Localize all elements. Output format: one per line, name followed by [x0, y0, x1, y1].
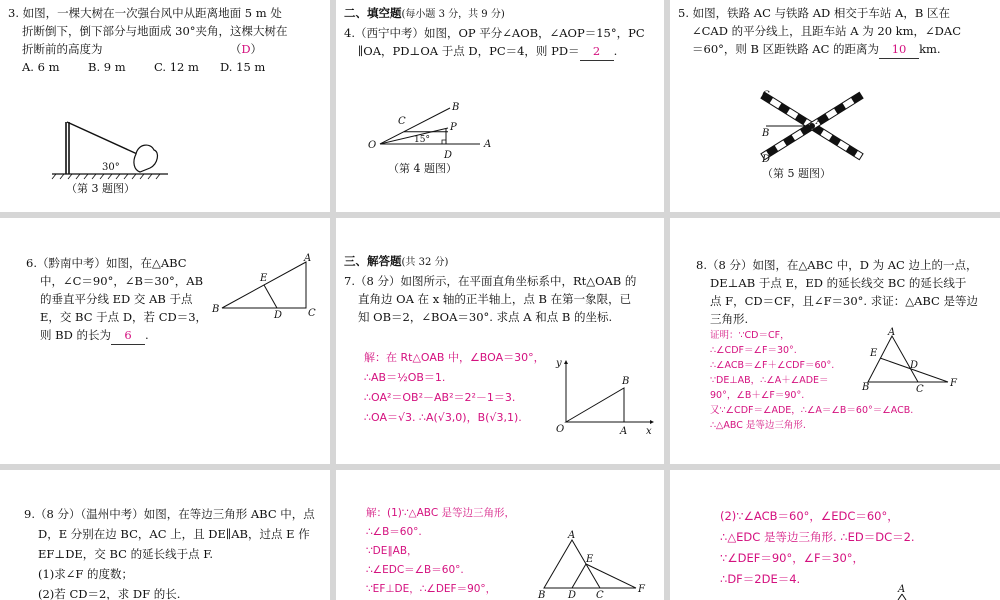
- question-8-panel: [670, 218, 1000, 464]
- q9-triangle-figure: [536, 530, 656, 600]
- q7-section-title: 三、解答题: [344, 254, 402, 268]
- q4-label-a: A: [484, 139, 492, 150]
- q7-label-x: x: [646, 426, 652, 437]
- q3-line3: [8, 40, 322, 58]
- q9-label-c: C: [596, 590, 604, 600]
- q8-label-c: C: [916, 384, 924, 395]
- q3-options: [8, 58, 322, 76]
- q4-line2-end: .: [613, 44, 618, 58]
- question-6-panel: [0, 218, 330, 464]
- q4-caption: （第 4 题图）: [388, 162, 457, 175]
- q5-line3: [678, 40, 992, 59]
- question-5-panel: [670, 0, 1000, 212]
- q4-angle-label: 15°: [414, 135, 430, 145]
- q5-line3-end: km.: [919, 42, 941, 56]
- q6-answer: 6: [111, 326, 145, 345]
- q6-label-e: E: [260, 273, 268, 284]
- q3-option-b: B. 9 m: [88, 60, 126, 74]
- q6-line5: [8, 326, 322, 345]
- q8-line1: 8.（8 分）如图，在△ABC 中，D 为 AC 边上的一点，: [696, 258, 978, 272]
- q9-sol1-line4: ∴∠EDC＝∠B＝60°.: [366, 564, 464, 576]
- q7-section-note: (共 32 分): [401, 257, 449, 268]
- question-9-solution-2-panel: [670, 470, 1000, 600]
- q5-line1: 5. 如图，铁路 AC 与铁路 AD 相交于车站 A，B 区在: [678, 6, 950, 20]
- q4-angle-figure: [364, 100, 504, 160]
- q8-line2: DE⊥AB 于点 E，ED 的延长线交 BC 的延长线于: [710, 276, 967, 290]
- q8-proof-line1: 证明：∵CD＝CF，: [710, 330, 790, 341]
- q9-label-f: F: [638, 584, 645, 595]
- q4-section-title: 二、填空题: [344, 6, 402, 20]
- q8-proof-line2: ∴∠CDF＝∠F＝30°.: [710, 345, 797, 356]
- q7-label-a: A: [620, 426, 628, 437]
- q4-line1: 4.（西宁中考）如图，OP 平分∠AOB，∠AOP＝15°，PC: [344, 26, 645, 40]
- q9-sol1-line3: ∵DE∥AB，: [366, 545, 418, 557]
- q6-label-d: D: [274, 310, 283, 321]
- q8-proof-line7: ∴△ABC 是等边三角形.: [710, 420, 806, 431]
- q8-label-d: D: [910, 360, 919, 371]
- q4-label-c: C: [398, 116, 406, 127]
- q3-line2: 折断倒下，倒下部分与地面成 30°夹角，这棵大树在: [22, 24, 288, 38]
- q8-proof-line4: ∵DE⊥AB，∴∠A＋∠ADE＝: [710, 375, 829, 386]
- q8-label-e: E: [870, 348, 878, 359]
- q9-sol2-line1: (2)∵∠ACB＝60°，∠EDC＝60°，: [720, 509, 899, 523]
- q5-caption: （第 5 题图）: [762, 167, 831, 180]
- q7-solution-line1: 解：在 Rt△OAB 中，∠BOA＝30°，: [364, 351, 545, 364]
- q6-line3: 的垂直平分线 ED 交 AB 于点: [40, 292, 193, 306]
- q9-label-b: B: [538, 590, 546, 600]
- question-4-panel: [336, 0, 664, 212]
- q6-label-b: B: [212, 304, 220, 315]
- q9-line5: (2)若 CD＝2，求 DF 的长.: [38, 587, 181, 600]
- q5-answer: 10: [879, 40, 919, 59]
- q8-triangle-figure: [862, 327, 962, 395]
- q6-line4: E，交 BC 于点 D，若 CD＝3，: [40, 310, 208, 324]
- q8-line4: 三角形.: [710, 312, 749, 326]
- question-7-panel: [336, 218, 664, 464]
- question-9-solution-1-panel: [336, 470, 664, 600]
- q7-section-heading: [344, 252, 656, 272]
- q6-line2: 中，∠C＝90°，∠B＝30°，AB: [40, 274, 204, 288]
- q7-label-o: O: [556, 424, 565, 435]
- q6-line5-text: 则 BD 的长为: [40, 328, 111, 342]
- q9-sol2-line4: ∴DF＝2DE＝4.: [720, 572, 801, 586]
- q3-angle-label: 30°: [102, 162, 120, 173]
- q5-label-a: A: [816, 116, 824, 127]
- q6-label-c: C: [308, 308, 316, 319]
- q9-sol1-line1: 解：(1)∵△ABC 是等边三角形，: [366, 507, 515, 519]
- q3-caption: （第 3 题图）: [66, 182, 135, 195]
- q5-label-d: D: [762, 154, 771, 165]
- q5-line3-text: ＝60°，则 B 区距铁路 AC 的距离为: [692, 42, 880, 56]
- q8-label-b: B: [862, 382, 870, 393]
- q3-option-c: C. 12 m: [154, 60, 199, 74]
- q4-label-b: B: [452, 102, 460, 113]
- q8-line3: 点 F，CD＝CF，且∠F＝30°. 求证：△ABC 是等边: [710, 294, 979, 308]
- q8-proof-line5: 90°，∠B＋∠F＝90°.: [710, 390, 805, 401]
- q3-option-a: A. 6 m: [22, 60, 60, 74]
- q9-line2: D，E 分别在边 BC，AC 上，且 DE∥AB，过点 E 作: [38, 527, 310, 541]
- q7-line2: 直角边 OA 在 x 轴的正半轴上，点 B 在第一象限，已: [358, 292, 632, 306]
- q4-section-heading: [344, 4, 656, 24]
- q3-line1: 3. 如图，一棵大树在一次强台风中从距离地面 5 m 处: [8, 6, 282, 20]
- q9-label-d: D: [568, 590, 577, 600]
- q3-tree-figure: [50, 118, 170, 180]
- q6-triangle-figure: [212, 253, 322, 321]
- q5-label-b: B: [762, 128, 770, 139]
- q9-sol1-line2: ∴∠B＝60°.: [366, 526, 422, 538]
- q4-section-note: (每小题 3 分，共 9 分): [401, 9, 505, 20]
- q9-line3: EF⊥DE，交 BC 的延长线于点 F.: [38, 547, 214, 561]
- q7-solution-line4: ∴OA＝√3. ∴A(√3,0)，B(√3,1).: [364, 411, 522, 424]
- q7-label-b: B: [622, 376, 630, 387]
- question-9-panel: [0, 470, 330, 600]
- q9-label-e: E: [586, 554, 594, 565]
- q9-sol2-line3: ∵∠DEF＝90°，∠F＝30°，: [720, 551, 865, 565]
- q7-solution-line2: ∴AB＝½OB＝1.: [364, 371, 446, 384]
- q8-proof-line6: 又∵∠CDF＝∠ADE，∴∠A＝∠B＝60°＝∠ACB.: [710, 405, 914, 416]
- q9-label-a: A: [568, 530, 576, 541]
- q9-sol2: [678, 506, 992, 590]
- q8-proof-line3: ∴∠ACB＝∠F＋∠CDF＝60°.: [710, 360, 835, 371]
- question-3-panel: [0, 0, 330, 212]
- q9-sol2-figure-fragment: [896, 582, 916, 600]
- q5-line2: ∠CAD 的平分线上，且距车站 A 为 20 km，∠DAC: [692, 24, 962, 38]
- q6-label-a: A: [304, 253, 312, 264]
- q4-label-o: O: [368, 140, 377, 151]
- q7-solution-line3: ∴OA²＝OB²－AB²＝2²－1＝3.: [364, 391, 516, 404]
- q6-line1: 6.（黔南中考）如图，在△ABC: [26, 256, 187, 270]
- q4-label-d: D: [444, 150, 453, 161]
- q4-line2: [344, 42, 656, 61]
- q8-label-a: A: [888, 327, 896, 338]
- q3-option-d: D. 15 m: [220, 60, 266, 74]
- q9-line1: 9.（8 分）（温州中考）如图，在等边三角形 ABC 中，点: [24, 507, 315, 521]
- q4-label-p: P: [450, 122, 457, 133]
- q9-sol2-line2: ∴△EDC 是等边三角形. ∴ED＝DC＝2.: [720, 530, 915, 544]
- q9-sol2-label-a: A: [898, 584, 906, 595]
- q9-sol1-line5: ∵EF⊥DE，∴∠DEF＝90°，: [366, 583, 497, 595]
- q4-line2-text: ∥OA，PD⊥OA 于点 D，PC＝4，则 PD＝: [358, 44, 580, 58]
- q7-coordinate-figure: [554, 358, 654, 438]
- q4-answer: 2: [580, 42, 614, 61]
- q3-paren-close: ）: [250, 42, 263, 56]
- q5-railway-figure: [756, 86, 866, 166]
- q7-line1: 7.（8 分）如图所示，在平面直角坐标系中，Rt△OAB 的: [344, 274, 637, 288]
- q7-label-y: y: [556, 358, 562, 369]
- q3-line3-text: 折断前的高度为: [22, 42, 103, 56]
- q7-line3: 知 OB＝2，∠BOA＝30°. 求点 A 和点 B 的坐标.: [358, 310, 613, 324]
- q3-answer: D: [241, 42, 251, 56]
- q6-line5-end: .: [144, 328, 149, 342]
- q9-line4: (1)求∠F 的度数；: [38, 567, 134, 581]
- q5-label-c: C: [762, 90, 770, 101]
- q3-paren-open: （: [229, 42, 242, 56]
- q8-label-f: F: [950, 378, 957, 389]
